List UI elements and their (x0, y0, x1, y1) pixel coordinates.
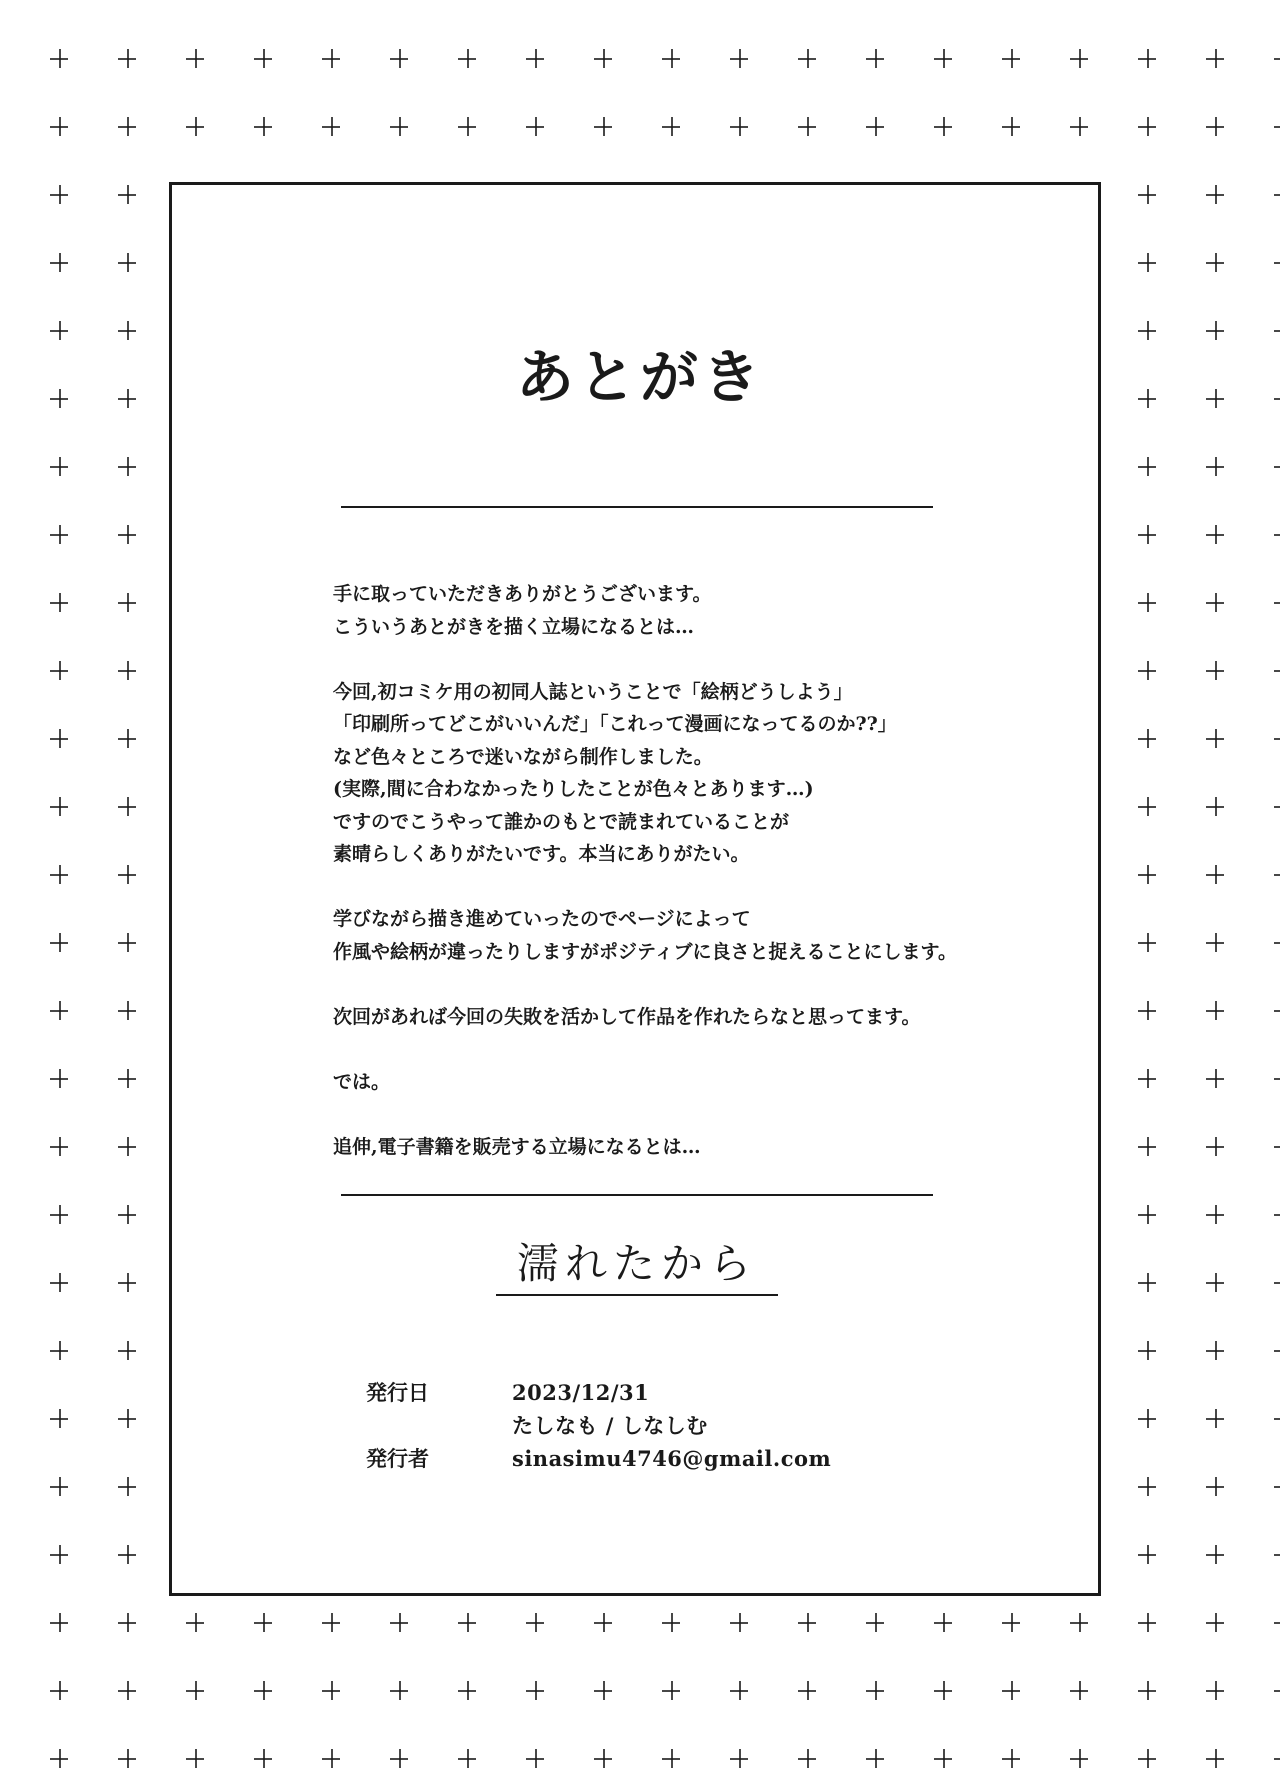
publisher-names: たしなも / しなしむ (512, 1413, 708, 1438)
page-title: あとがき (515, 343, 764, 411)
paragraph-gap (333, 643, 1033, 676)
body-line: 今回,初コミケ用の初同人誌ということで「絵柄どうしよう」 (333, 680, 853, 703)
issue-date-label: 発行日 (366, 1380, 429, 1405)
body-line: 次回があれば今回の失敗を活かして作品を作れたらなと思ってます。 (333, 1005, 921, 1028)
body-line: 作風や絵柄が違ったりしますがポジティブに良さと捉えることにします。 (333, 940, 957, 963)
paragraph-gap (333, 968, 1033, 1001)
body-line: こういうあとがきを描く立場になるとは… (333, 615, 695, 638)
paragraph-gap (333, 1098, 1033, 1131)
body-line: ですのでこうやって誰かのもとで読まれていることが (333, 810, 790, 833)
publisher-email: sinasimu4746@gmail.com (512, 1446, 832, 1471)
body-line: など色々ところで迷いながら制作しました。 (333, 745, 713, 768)
body-line: 学びながら描き進めていったのでページによって (333, 908, 751, 930)
body-line: 素晴らしくありがたいです。本当にありがたい。 (333, 843, 750, 865)
issue-date-value: 2023/12/31 (512, 1380, 650, 1405)
body-line: 追伸,電子書籍を販売する立場になるとは… (333, 1135, 701, 1158)
paragraph-gap (333, 871, 1033, 904)
body-line: 「印刷所ってどこがいいんだ」「これって漫画になってるのか??」 (333, 713, 897, 735)
publisher-label: 発行者 (366, 1446, 429, 1471)
top-divider (341, 506, 933, 508)
circle-name: 濡れたから (496, 1238, 778, 1296)
paragraph-gap (333, 1033, 1033, 1066)
body-line: では。 (333, 1070, 391, 1093)
afterword-body (333, 578, 1033, 1163)
body-line: (実際,間に合わなかったりしたことが色々とあります…) (333, 778, 814, 800)
body-line: 手に取っていただきありがとうございます。 (333, 583, 712, 605)
bottom-divider (341, 1194, 933, 1196)
